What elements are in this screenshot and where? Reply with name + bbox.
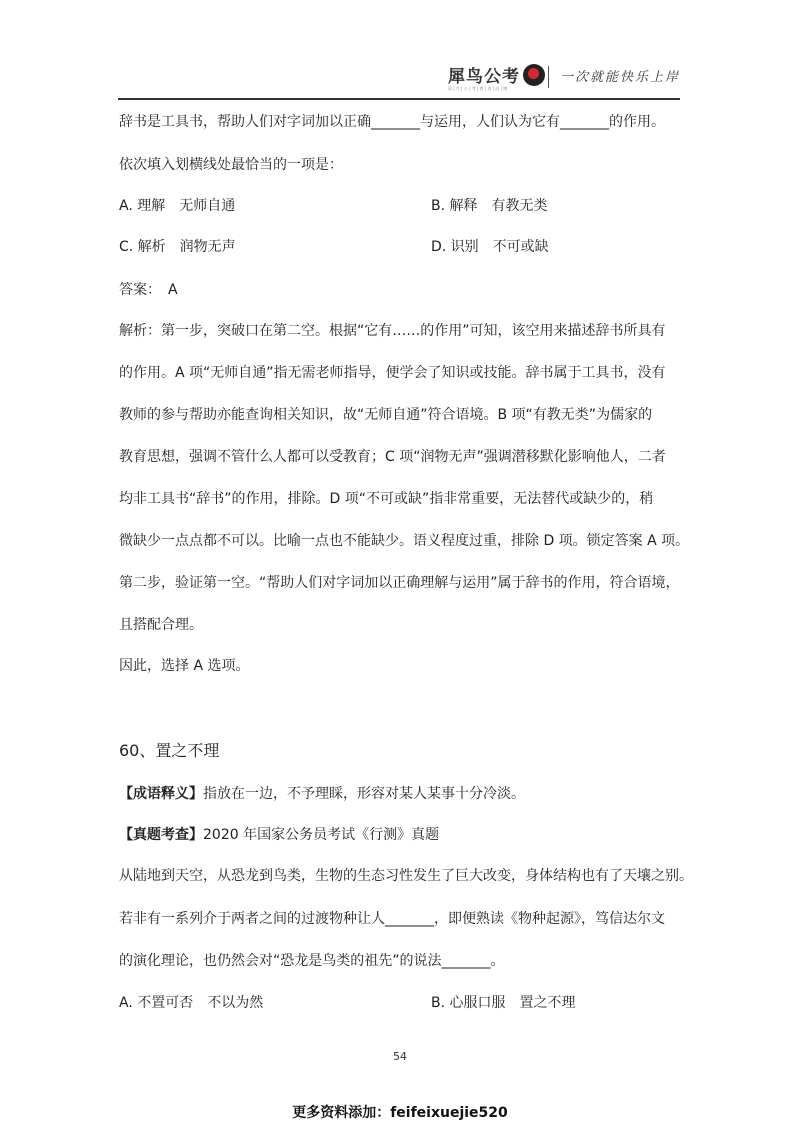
exam-source: [119, 825, 439, 845]
q59-stem: 辞书是工具书，帮助人们对字词加以正确_______与运用，人们认为它有_______的作用。: [119, 114, 665, 130]
q60-option-b: B. 心服口服 置之不理: [431, 995, 576, 1011]
analysis-line: 的作用。A 项“无师自通”指无需老师指导，便学会了知识或技能。辞书属于工具书，没有: [119, 365, 666, 381]
q59-option-d: D. 识别 不可或缺: [431, 239, 549, 255]
logo-subtext: 犀 | 鸟 | 公 | 考 | 教 | 育 | 品 | 牌: [448, 86, 508, 91]
header-rule: [118, 98, 680, 100]
brand-logo: [448, 62, 545, 87]
exam-label: 【真题考查】: [119, 827, 203, 843]
logo-text: 犀鸟公考: [448, 67, 520, 87]
q60-title: 60、置之不理: [119, 741, 220, 760]
idiom-meaning: [119, 784, 525, 804]
q59-option-b: B. 解释 有教无类: [431, 198, 548, 214]
q59-option-a: A. 理解 无师自通: [119, 198, 236, 214]
exam-text: 2020 年国家公务员考试《行测》真题: [203, 827, 440, 843]
rhino-bird-icon: [523, 64, 545, 86]
q60-option-a: A. 不置可否 不以为然: [119, 995, 264, 1011]
analysis-line: 第二步，验证第一空。“帮助人们对字词加以正确理解与运用”属于辞书的作用，符合语境，: [119, 575, 680, 591]
analysis-line: 教育思想，强调不管什么人都可以受教育；C 项“润物无声”强调潜移默化影响他人，二者: [119, 449, 666, 465]
q60-stem-line: 的演化理论，也仍然会对“恐龙是鸟类的祖先”的说法_______。: [119, 953, 505, 969]
slogan: 一次就能快乐上岸: [560, 70, 681, 85]
q60-stem-line: 从陆地到天空，从恐龙到鸟类，生物的生态习性发生了巨大改变，身体结构也有了天壤之别。: [119, 868, 693, 884]
analysis-line: 且搭配合理。: [119, 617, 203, 633]
analysis-line: 均非工具书“辞书”的作用，排除。D 项“不可或缺”指非常重要，无法替代或缺少的，稍: [119, 491, 654, 507]
analysis-line: 微缺少一点点都不可以。比喻一点也不能缺少。语义程度过重，排除 D 项。锁定答案 A 项。: [119, 533, 690, 549]
meaning-text: 指放在一边，不予理睬，形容对某人某事十分冷淡。: [203, 786, 525, 802]
q59-prompt: 依次填入划横线处最恰当的一项是：: [119, 157, 343, 173]
footer-note: 更多资料添加：feifeixuejie520: [292, 1105, 508, 1121]
q59-answer: 答案： A: [119, 282, 178, 298]
page-number: 54: [393, 1050, 407, 1063]
q59-option-c: C. 解析 润物无声: [119, 239, 236, 255]
header-divider: [548, 66, 549, 88]
q60-stem-line: 若非有一系列介于两者之间的过渡物种让人_______，即便熟读《物种起源》，笃信达尔文: [119, 911, 665, 927]
analysis-conclusion: 因此，选择 A 选项。: [119, 658, 250, 674]
meaning-label: 【成语释义】: [119, 786, 203, 802]
analysis-line: 解析：第一步，突破口在第二空。根据“它有……的作用”可知，该空用来描述辞书所具有: [119, 323, 666, 339]
page-header: [118, 48, 680, 100]
analysis-line: 教师的参与帮助亦能查询相关知识，故“无师自通”符合语境。B 项“有教无类”为儒家的: [119, 407, 653, 423]
